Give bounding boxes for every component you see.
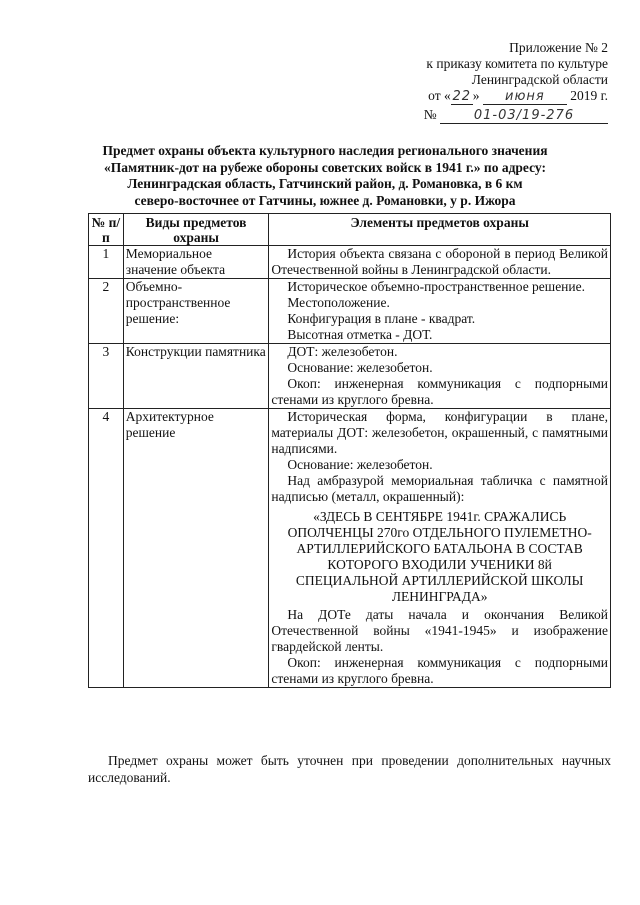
table-row xyxy=(89,279,611,344)
table-header-row xyxy=(89,214,611,246)
element-text: Историческое объемно-пространственное решение. xyxy=(287,279,586,294)
element-text: Над амбразурой мемориальная табличка с памятной надписью (металл, окрашенный): xyxy=(271,473,608,504)
date-prefix: от « xyxy=(428,88,451,103)
element-text: Окоп: инженерная коммуникация с подпорными стенами из круглого бревна. xyxy=(271,655,608,686)
footer-note xyxy=(88,752,611,786)
row-number: 1 xyxy=(89,246,124,279)
row-elements xyxy=(269,409,611,688)
element-text: На ДОТе даты начала и окончания Великой Отечественной войны «1941-1945» и изображение гвардейской ленты. xyxy=(271,607,608,654)
date-day: 22 xyxy=(452,89,471,104)
element-text: Высотная отметка - ДОТ. xyxy=(287,327,433,342)
appendix-header xyxy=(358,40,608,124)
protection-table xyxy=(88,213,611,688)
row-kind: Конструкции памятника xyxy=(123,344,269,409)
order-number xyxy=(358,107,608,124)
appendix-line-2: к приказу комитета по культуре xyxy=(426,56,608,71)
element-text: Основание: железобетон. xyxy=(287,457,433,472)
row-elements xyxy=(269,344,611,409)
element-text: Конфигурация в плане - квадрат. xyxy=(287,311,476,326)
row-kind: Мемориальное значение объекта xyxy=(123,246,269,279)
table-row xyxy=(89,246,611,279)
element-text: Историческая форма, конфигурации в плане, материалы ДОТ: железобетон, окрашенный, с памятными надписями. xyxy=(271,409,608,456)
element-text: Основание: железобетон. xyxy=(287,360,433,375)
order-date xyxy=(358,88,608,105)
row-kind: Объемно-пространственное решение: xyxy=(123,279,269,344)
header-kind: Виды предметов охраны xyxy=(123,214,269,246)
row-number: 4 xyxy=(89,409,124,688)
row-number: 2 xyxy=(89,279,124,344)
document-title xyxy=(60,143,590,209)
date-mid: » xyxy=(472,88,480,103)
title-line-2: «Памятник-дот на рубеже обороны советских войск в 1941 г.» по адресу: xyxy=(104,159,546,175)
appendix-line-3: Ленинградской области xyxy=(471,72,608,87)
row-number: 3 xyxy=(89,344,124,409)
row-elements xyxy=(269,279,611,344)
date-month: июня xyxy=(483,90,567,105)
number-prefix: № xyxy=(423,107,437,122)
element-text: ДОТ: железобетон. xyxy=(287,344,398,359)
table-row xyxy=(89,409,611,688)
row-elements xyxy=(269,246,611,279)
title-line-3: Ленинградская область, Гатчинский район, д. Романовка, в 6 км xyxy=(127,176,523,191)
row-kind: Архитектурное решение xyxy=(123,409,269,688)
table-row xyxy=(89,344,611,409)
date-year: 2019 г. xyxy=(570,88,608,103)
footer-text: Предмет охраны может быть уточнен при проведении дополнительных научных исследований. xyxy=(88,753,611,785)
number-value: 01-03/19-276 xyxy=(440,109,608,124)
element-text: Окоп: инженерная коммуникация с подпорными стенами из круглого бревна. xyxy=(271,376,608,407)
title-line-4: северо-восточнее от Гатчины, южнее д. Романовки, у р. Ижора xyxy=(134,192,516,208)
title-line-1: Предмет охраны объекта культурного наследия регионального значения xyxy=(102,143,548,158)
element-text: История объекта связана с обороной в период Великой Отечественной войны в Ленинградской области. xyxy=(271,246,608,277)
appendix-line-1: Приложение № 2 xyxy=(509,40,608,55)
memorial-inscription: «ЗДЕСЬ В СЕНТЯБРЕ 1941г. СРАЖАЛИСЬ ОПОЛЧЕНЦЫ 270го ОТДЕЛЬНОГО ПУЛЕМЕТНО-АРТИЛЛЕРИЙСКОГО БАТАЛЬОНА В СОСТАВ КОТОРОГО ВХОДИЛИ УЧЕНИКИ 8й СПЕЦИАЛЬНОЙ АРТИЛЛЕРИЙСКОЙ ШКОЛЫ ЛЕНИНГРАДА» xyxy=(287,509,592,604)
element-text: Местоположение. xyxy=(287,295,390,310)
header-elements: Элементы предметов охраны xyxy=(269,214,611,246)
header-number: № п/п xyxy=(89,214,124,246)
